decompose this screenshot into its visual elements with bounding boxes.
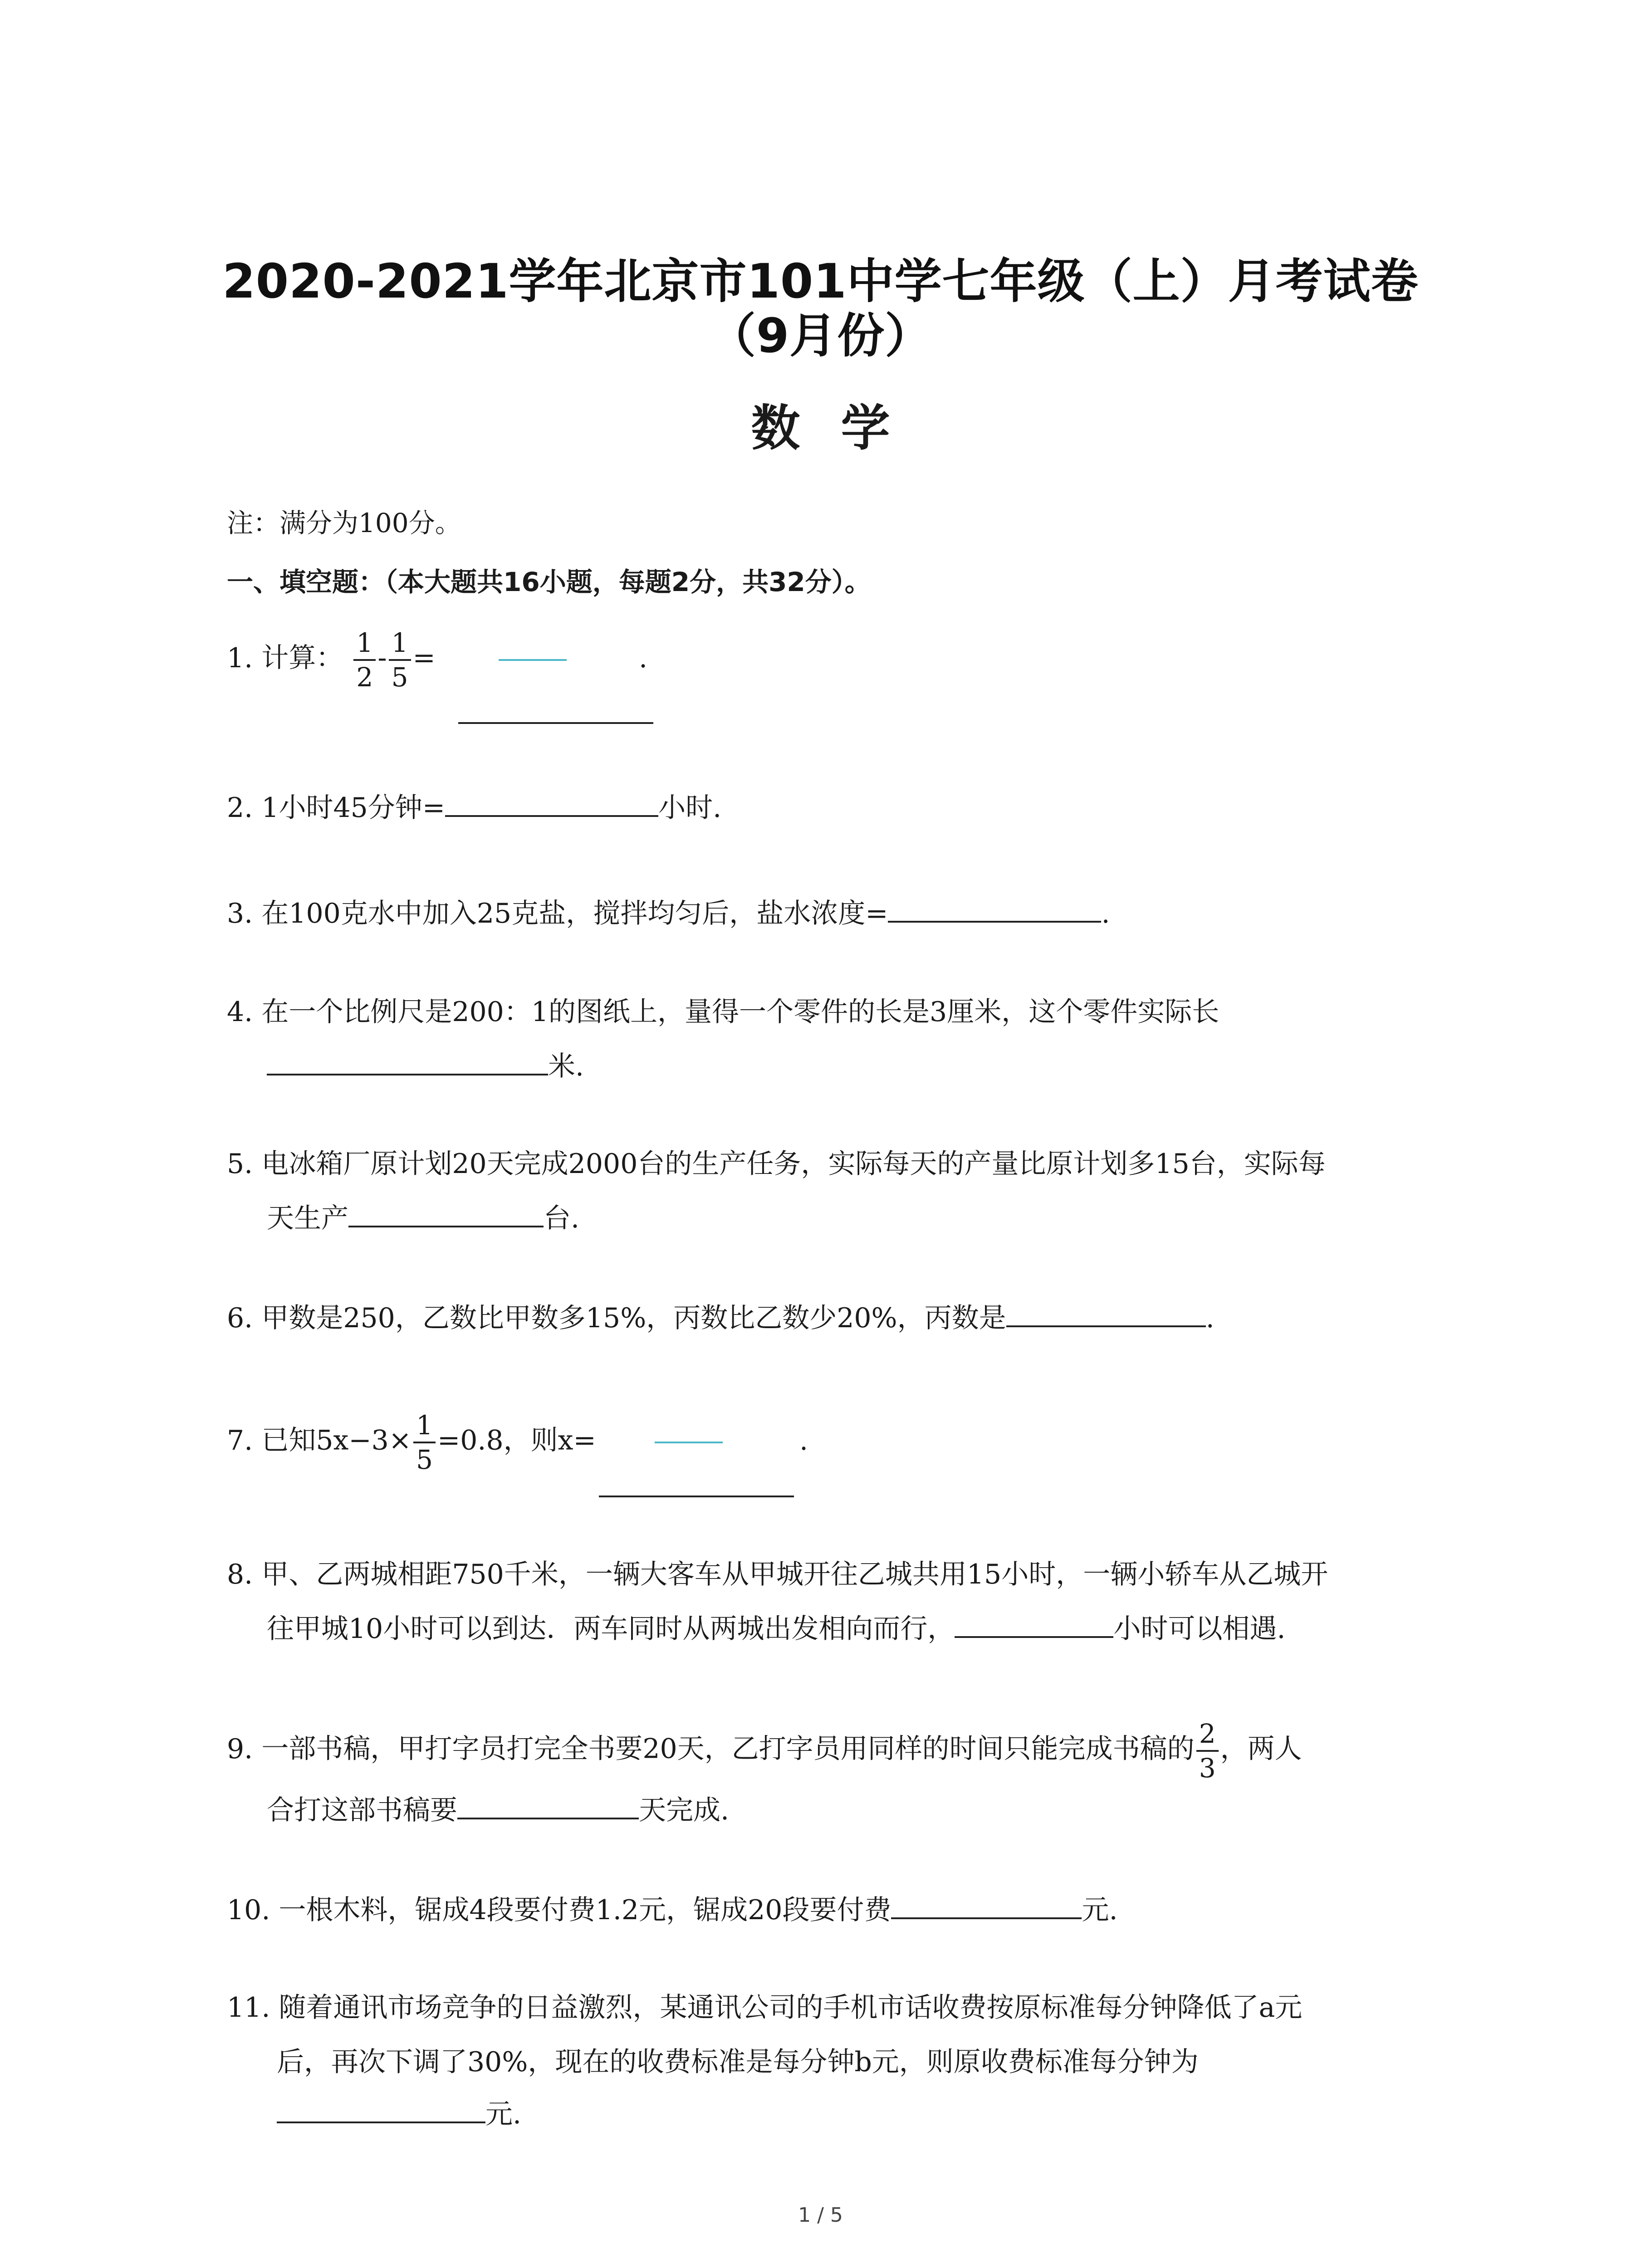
question-5-line2: 天生产 台.: [267, 1202, 580, 1234]
page-number: 1 / 5: [798, 2204, 843, 2227]
question-2: 2. 1小时45分钟= 小时.: [227, 792, 722, 824]
question-6: 6. 甲数是250，乙数比甲数多15%，丙数比乙数少20%，丙数是 .: [227, 1302, 1215, 1334]
answer-blank-4[interactable]: [267, 1050, 548, 1075]
question-text: 已知5x−3×: [261, 1424, 412, 1457]
score-note: 注：满分为100分。: [227, 508, 461, 538]
answer-blank-6[interactable]: [1006, 1302, 1206, 1327]
answer-blank-10[interactable]: [891, 1894, 1082, 1919]
question-8-line2: 往甲城10小时可以到达．两车同时从两城出发相向而行， 小时可以相遇.: [267, 1613, 1286, 1645]
fraction: $\frac{1}{5}$: [389, 628, 411, 692]
answer-blank-3[interactable]: [888, 897, 1101, 923]
answer-blank-2[interactable]: [445, 792, 658, 817]
answer-fraction-bar: [499, 659, 567, 661]
question-4-line2: 米.: [267, 1050, 584, 1083]
question-9-line2: 合打这部书稿要 天完成.: [267, 1794, 730, 1826]
question-5: 5. 电冰箱厂原计划20天完成2000台的生产任务，实际每天的产量比原计划多15台，实际每: [227, 1148, 1326, 1180]
question-text: 在一个比例尺是200：1的图纸上，量得一个零件的长是3厘米，这个零件实际长: [261, 996, 1220, 1028]
exam-title-line1: 2020-2021学年北京市101中学七年级（上）月考试卷: [222, 254, 1419, 309]
question-text: 甲、乙两城相距750千米，一辆大客车从甲城开往乙城共用15小时，一辆小轿车从乙城开: [261, 1559, 1328, 1590]
question-text: 电冰箱厂原计划20天完成2000台的生产任务，实际每天的产量比原计划多15台，实际每: [261, 1148, 1326, 1180]
question-text: 在100克水中加入25克盐，搅拌均匀后，盐水浓度=: [261, 898, 888, 929]
answer-fraction-bar: [655, 1442, 723, 1443]
question-3: 3. 在100克水中加入25克盐，搅拌均匀后，盐水浓度= .: [227, 898, 1110, 929]
question-text: 一根木料，锯成4段要付费1.2元，锯成20段要付费: [279, 1894, 892, 1926]
answer-blank-8[interactable]: [955, 1613, 1113, 1638]
exam-title-line2: （9月份）: [708, 308, 933, 363]
question-11-line2: 后，再次下调了30%，现在的收费标准是每分钟b元，则原收费标准每分钟为: [277, 2046, 1199, 2078]
answer-blank-1[interactable]: [458, 699, 653, 724]
question-text: 计算：: [261, 642, 343, 674]
question-text: 随着通讯市场竞争的日益激烈，某通讯公司的手机市话收费按原标准每分钟降低了a元: [279, 1992, 1303, 2024]
fraction: $\frac{1}{2}$: [353, 628, 376, 692]
answer-blank-5[interactable]: [348, 1202, 544, 1227]
question-8: 8. 甲、乙两城相距750千米，一辆大客车从甲城开往乙城共用15小时，一辆小轿车从乙城开: [227, 1559, 1328, 1590]
answer-blank-7[interactable]: [599, 1472, 794, 1497]
question-10: 10. 一根木料，锯成4段要付费1.2元，锯成20段要付费 元.: [227, 1894, 1118, 1926]
fraction: $\frac{2}{3}$: [1196, 1719, 1219, 1783]
question-4: 4. 在一个比例尺是200：1的图纸上，量得一个零件的长是3厘米，这个零件实际长: [227, 996, 1220, 1028]
answer-blank-9[interactable]: [457, 1794, 639, 1819]
subject-heading: 数学: [751, 400, 931, 457]
section-heading: 一、填空题：（本大题共16小题，每题2分，共32分）。: [227, 567, 871, 597]
question-text: 1小时45分钟=: [261, 792, 446, 824]
question-number: 1.: [227, 642, 253, 674]
question-7: 7. 已知5x−3× $\frac{1}{5}$ =0.8，则x= .: [227, 1410, 808, 1475]
question-11: 11. 随着通讯市场竞争的日益激烈，某通讯公司的手机市话收费按原标准每分钟降低了a元: [227, 1992, 1303, 2024]
fraction: $\frac{1}{5}$: [413, 1411, 436, 1474]
answer-blank-11[interactable]: [277, 2098, 485, 2123]
question-text: 甲数是250，乙数比甲数多15%，丙数比乙数少20%，丙数是: [261, 1302, 1006, 1334]
question-1: 1. 计算： $\frac{1}{2}$ - $\frac{1}{5}$ = .: [227, 627, 648, 693]
question-text: 一部书稿，甲打字员打完全书要20天，乙打字员用同样的时间只能完成书稿的: [261, 1733, 1195, 1765]
question-9: 9. 一部书稿，甲打字员打完全书要20天，乙打字员用同样的时间只能完成书稿的 $\frac{2}{3}$ ，两人: [227, 1718, 1302, 1784]
question-11-line3: 元.: [277, 2098, 521, 2131]
